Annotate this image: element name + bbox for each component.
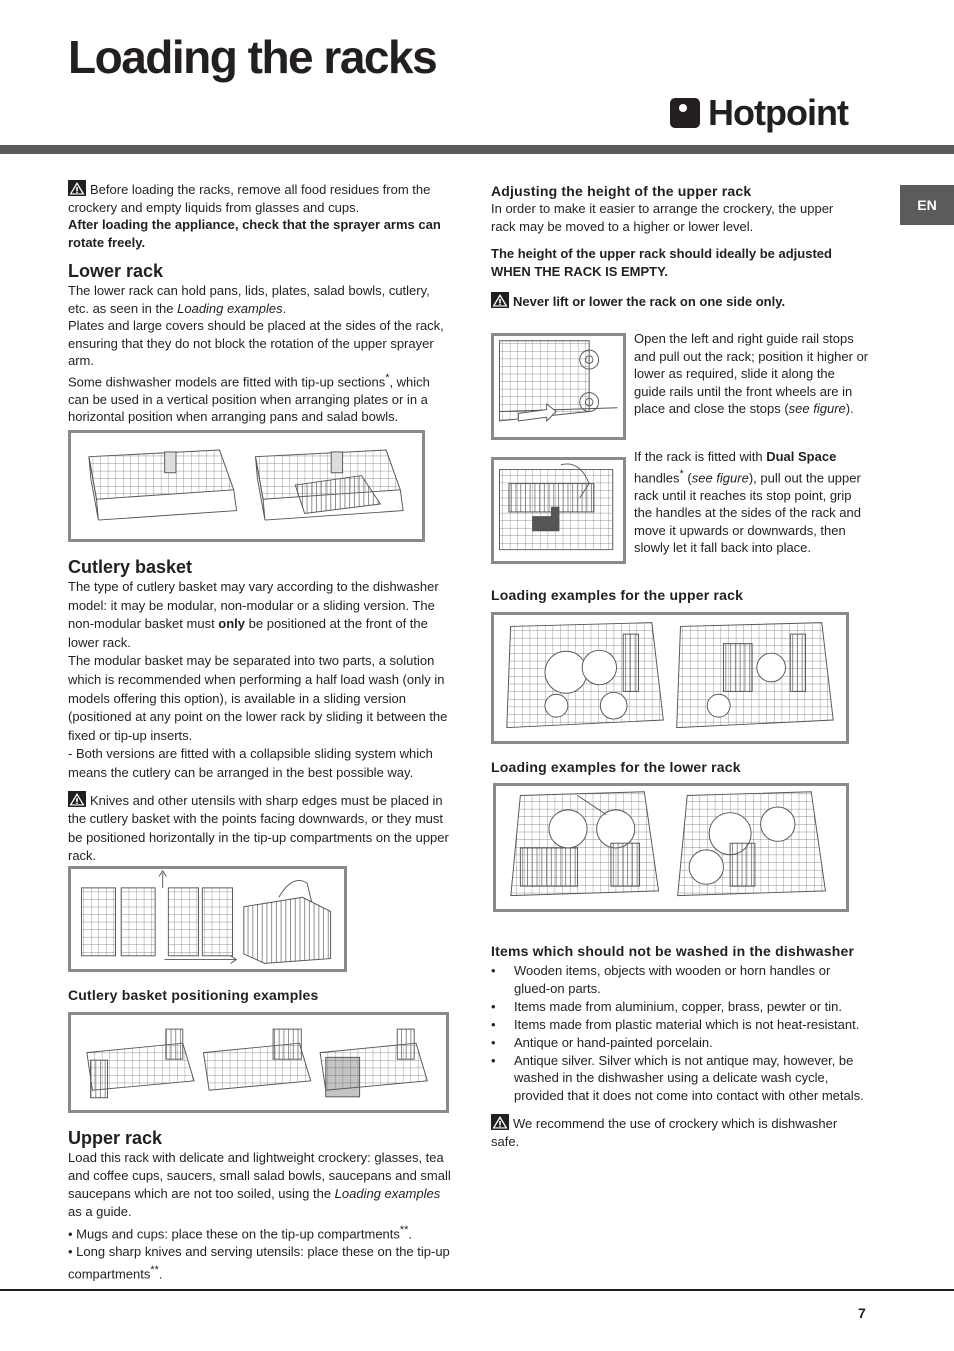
list-item: • Antique or hand-painted porcelain. bbox=[491, 1034, 866, 1052]
not-washed-list bbox=[491, 962, 866, 1104]
warning-icon bbox=[491, 292, 509, 308]
adjust-warning: Never lift or lower the rack on one side only. bbox=[491, 292, 861, 311]
upper-rack-bullet-knives: • Long sharp knives and serving utensils: place these on the tip-up compartments**. bbox=[68, 1244, 450, 1282]
cutlery-basket-illustration bbox=[71, 869, 344, 969]
adjust-heading: Adjusting the height of the upper rack bbox=[491, 183, 752, 199]
list-item: • Wooden items, objects with wooden or horn handles or glued-on parts. bbox=[491, 962, 866, 997]
guide-rail-text bbox=[634, 330, 870, 418]
upper-rack-bullet-mugs: • Mugs and cups: place these on the tip-up compartments**. bbox=[68, 1224, 412, 1242]
adjust-bold-note: The height of the upper rack should ideally be adjusted WHEN THE RACK IS EMPTY. bbox=[491, 246, 832, 279]
lower-rack-loading-figure bbox=[493, 783, 849, 912]
warning-icon bbox=[68, 791, 86, 807]
list-item: • Items made from aluminium, copper, brass, pewter or tin. bbox=[491, 998, 866, 1016]
upper-examples-heading: Loading examples for the upper rack bbox=[491, 587, 744, 603]
cutlery-p2: The modular basket may be separated into two parts, a solution which is recommended when performing a half load wash (only in models offering this option), is available in a sliding version (positioned at any point on the lower rack by sliding it between the fixed or tip-up inserts. bbox=[68, 653, 448, 743]
not-washed-warning: We recommend the use of crockery which is dishwasher safe. bbox=[491, 1116, 838, 1149]
warning-icon bbox=[68, 180, 86, 196]
lower-rack-heading: Lower rack bbox=[68, 261, 164, 281]
page-number: 7 bbox=[858, 1305, 866, 1321]
adjust-section bbox=[491, 182, 861, 311]
hotpoint-logo-icon bbox=[670, 98, 700, 128]
cutlery-p1: The type of cutlery basket may vary according to the dishwasher model: it may be modular, non-modular or a sliding version. The non-modular basket must only be positioned at the front of the lower rack. bbox=[68, 579, 439, 650]
cutlery-basket-figure bbox=[68, 866, 347, 972]
adjust-p1: In order to make it easier to arrange the crockery, the upper rack may be moved to a higher or lower level. bbox=[491, 201, 834, 234]
lower-rack-section bbox=[68, 260, 453, 426]
not-washed-heading: Items which should not be washed in the dishwasher bbox=[491, 943, 855, 959]
dual-space-text bbox=[634, 448, 870, 557]
guide-rail-illustration bbox=[494, 336, 623, 437]
intro-warning: Before loading the racks, remove all food residues from the crockery and empty liquids from glasses and cups. bbox=[68, 182, 431, 215]
cutlery-warning: Knives and other utensils with sharp edges must be placed in the cutlery basket with the points facing downwards, or they must be positioned horizontally in the tip-up compartments on the upper rack. bbox=[68, 792, 449, 864]
not-washed-section bbox=[491, 942, 866, 1151]
upper-rack-loading-illustration bbox=[494, 615, 846, 741]
lower-rack-figure bbox=[68, 430, 425, 542]
guide-rail-figure bbox=[491, 333, 626, 440]
lower-rack-p2: Plates and large covers should be placed at the sides of the rack, ensuring that they do not block the rotation of the upper sprayer arm. bbox=[68, 318, 444, 369]
warning-icon bbox=[491, 1114, 509, 1130]
intro-block bbox=[68, 180, 453, 251]
upper-rack-section bbox=[68, 1127, 454, 1284]
lower-rack-illustration bbox=[71, 433, 422, 539]
intro-bold-note: After loading the appliance, check that the sprayer arms can rotate freely. bbox=[68, 217, 441, 250]
page-title: Loading the racks bbox=[68, 31, 437, 83]
lower-examples-heading: Loading examples for the lower rack bbox=[491, 759, 741, 775]
adjust-step1: Open the left and right guide rail stops and pull out the rack; position it higher or lower as required, slide it along the guide rails until the front wheels are in place and close the stops (see figure). bbox=[634, 331, 869, 417]
upper-rack-heading: Upper rack bbox=[68, 1128, 163, 1148]
cutlery-heading: Cutlery basket bbox=[68, 557, 193, 577]
lower-rack-loading-illustration bbox=[496, 786, 846, 909]
hotpoint-logo bbox=[670, 92, 848, 134]
cutlery-positioning-illustration bbox=[71, 1015, 446, 1110]
header-rule bbox=[0, 145, 954, 154]
dual-space-figure bbox=[491, 457, 626, 564]
cutlery-p3: - Both versions are fitted with a collapsible sliding system which means the cutlery can be arranged in the best possible way. bbox=[68, 746, 433, 780]
lower-rack-p1: The lower rack can hold pans, lids, plates, salad bowls, cutlery, etc. as seen in the Loading examples. bbox=[68, 283, 430, 316]
cutlery-positioning-heading: Cutlery basket positioning examples bbox=[68, 987, 319, 1003]
lower-rack-p3: Some dishwasher models are fitted with tip-up sections*, which can be used in a vertical position when arranging plates or in a horizontal position when arranging pans and salad bowls. bbox=[68, 371, 430, 425]
list-item: • Antique silver. Silver which is not antique may, however, be washed in the dishwasher using a delicate wash cycle, provided that it does not come into contact with other metals. bbox=[491, 1052, 866, 1105]
upper-rack-loading-figure bbox=[491, 612, 849, 744]
cutlery-section bbox=[68, 556, 454, 866]
upper-rack-p1: Load this rack with delicate and lightweight crockery: glasses, tea and coffee cups, saucers, small salad bowls, saucepans and small saucepans which are not too soiled, using the Loading examples as a guide. bbox=[68, 1150, 451, 1219]
list-item: • Items made from plastic material which is not heat-resistant. bbox=[491, 1016, 866, 1034]
dual-space-illustration bbox=[494, 460, 623, 561]
adjust-step2: If the rack is fitted with Dual Space handles* (see figure), pull out the upper rack until it reaches its stop point, grip the handles at the sides of the rack and move it upwards or downwards, then slowly let it fall back into place. bbox=[634, 449, 861, 556]
brand-name: Hotpoint bbox=[708, 92, 848, 133]
footer-rule bbox=[0, 1289, 954, 1291]
cutlery-positioning-figure bbox=[68, 1012, 449, 1113]
language-tab: EN bbox=[900, 185, 954, 225]
